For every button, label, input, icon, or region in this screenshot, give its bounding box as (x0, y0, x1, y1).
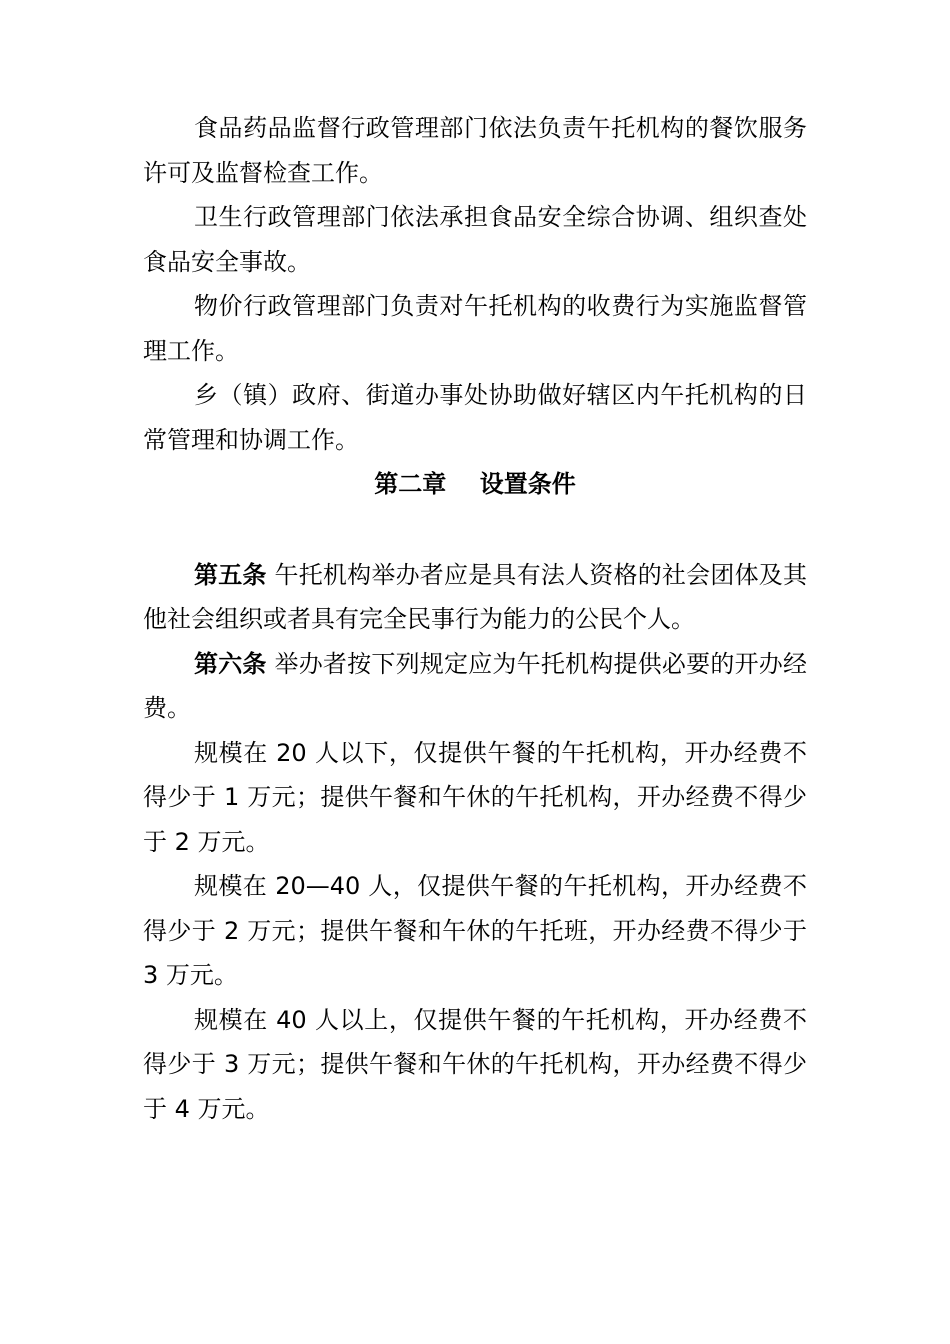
article-6-label: 第六条 (194, 649, 267, 678)
article-5-label: 第五条 (194, 560, 267, 589)
article-6-text: 举办者按下列规定应为午托机构提供必要的开办经费。 (143, 649, 807, 722)
paragraph-scale-over-40: 规模在 40 人以上，仅提供午餐的午托机构，开办经费不得少于 3 万元；提供午餐和午休的午托机构，开办经费不得少于 4 万元。 (143, 1005, 807, 1123)
document-page (143, 106, 807, 1131)
chapter-title: 第二章 设置条件 (374, 470, 576, 498)
article-6 (143, 642, 807, 731)
paragraph-food-drug-admin: 食品药品监督行政管理部门依法负责午托机构的餐饮服务许可及监督检查工作。 (143, 114, 807, 187)
paragraph-price-admin: 物价行政管理部门负责对午托机构的收费行为实施监督管理工作。 (143, 292, 807, 365)
paragraph-township-gov: 乡（镇）政府、街道办事处协助做好辖区内午托机构的日常管理和协调工作。 (143, 381, 807, 454)
paragraph-health-admin: 卫生行政管理部门依法承担食品安全综合协调、组织查处食品安全事故。 (143, 203, 807, 276)
article-5-text: 午托机构举办者应是具有法人资格的社会团体及其他社会组织或者具有完全民事行为能力的公民个人。 (143, 560, 807, 633)
paragraph-scale-under-20: 规模在 20 人以下，仅提供午餐的午托机构，开办经费不得少于 1 万元；提供午餐和午休的午托机构，开办经费不得少于 2 万元。 (143, 738, 807, 856)
paragraph-scale-20-40: 规模在 20—40 人，仅提供午餐的午托机构，开办经费不得少于 2 万元；提供午餐和午休的午托班，开办经费不得少于 3 万元。 (143, 872, 807, 989)
chapter-spacer (143, 507, 807, 553)
article-5 (143, 553, 807, 642)
